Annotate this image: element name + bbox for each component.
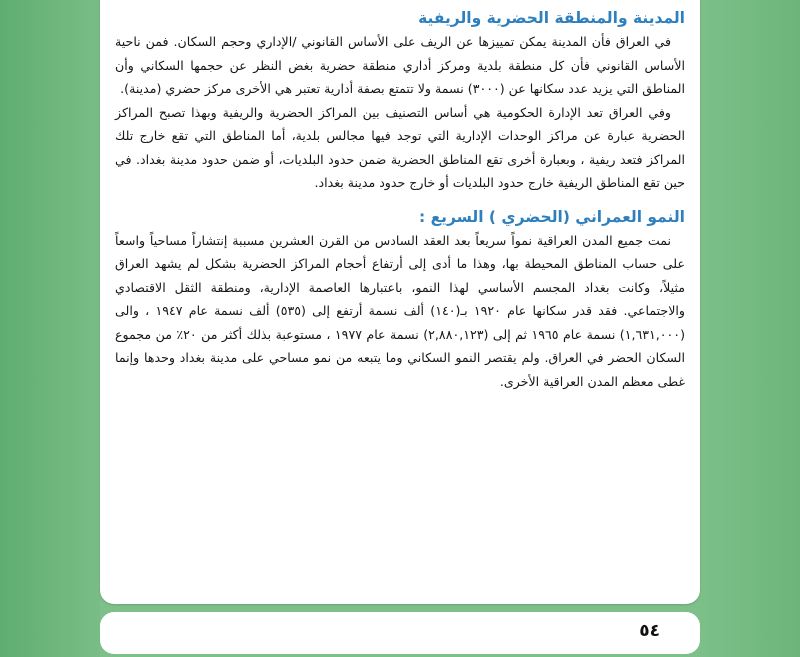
section-heading-urban-growth: النمو العمراني (الحضري ) السريع :: [418, 207, 685, 226]
left-background: [0, 0, 100, 657]
paragraph-urban-rural-classification: وفي العراق تعد الإدارة الحكومية هي أساس التصنيف بين المراكز الحضرية والريفية وبهذا تصبح المراكز الحضرية عبارة عن مراكز الوحدات الإدارية التي توجد فيها مجالس بلدية، أما المناطق التي تقع خارج تلك المراكز فتعد ريفية ، وبعبارة أخرى تقع المناطق الحضرية ضمن حدود البلديات، أو ضمن حدود مدينة بغداد. في حين تقع المناطق الريفية خارج حدود البلديات أو خارج حدود مدينة بغداد.: [115, 104, 685, 190]
document-page: [100, 0, 700, 604]
paragraph-city-definition: في العراق فأن المدينة يمكن تمييزها عن الريف على الأساس القانوني /الإداري وحجم السكان. فمن ناحية الأساس القانوني فأن كل منطقة بلدية ومركز أداري منطقة حضرية بغض النظر عن حجمها السكاني وأن المناطق التي يزيد عدد سكانها عن (٣٠٠٠) نسمة ولا تتمتع بصفة أدارية تعتبر هي الأخرى مركز حضري (مدينة).: [115, 34, 685, 96]
page-content: [115, 6, 685, 393]
section-heading-city: المدينة والمنطقة الحضرية والريفية: [418, 9, 685, 27]
right-background: [700, 0, 800, 657]
page-number: ٥٤: [639, 621, 660, 641]
page-footer: [100, 612, 700, 654]
paragraph-urban-growth: نمت جميع المدن العراقية نمواً سريعاً بعد العقد السادس من القرن العشرين مسببة إنتشاراً مساحياً واسعاً على حساب المناطق المحيطة بها، وهذا ما أدى إلى أرتفاع أحجام المراكز الحضرية بشكل لم يشهد العراق مثيلاً، وكانت بغداد المجسم الأساسي لهذا النمو، باعتبارها العاصمة الإدارية، ومنطقة الثقل الاقتصادي والاجتماعي. فقد قدر سكانها عام ١٩٢٠ بـ(١٤٠) ألف نسمة أرتفع إلى (٥٣٥) ألف نسمة عام ١٩٤٧ ، والى (١,٦٣١,٠٠٠) نسمة عام ١٩٦٥ ثم إلى (٢,٨٨٠,١٢٣) نسمة عام ١٩٧٧ ، مستوعبة بذلك أكثر من ٢٠٪ من مجموع السكان الحضر في العراق. ولم يقتصر النمو السكاني وما يتبعه من نمو مساحي على مدينة بغداد وحدها وإنما غطى معظم المدن العراقية الأخرى.: [115, 232, 685, 389]
